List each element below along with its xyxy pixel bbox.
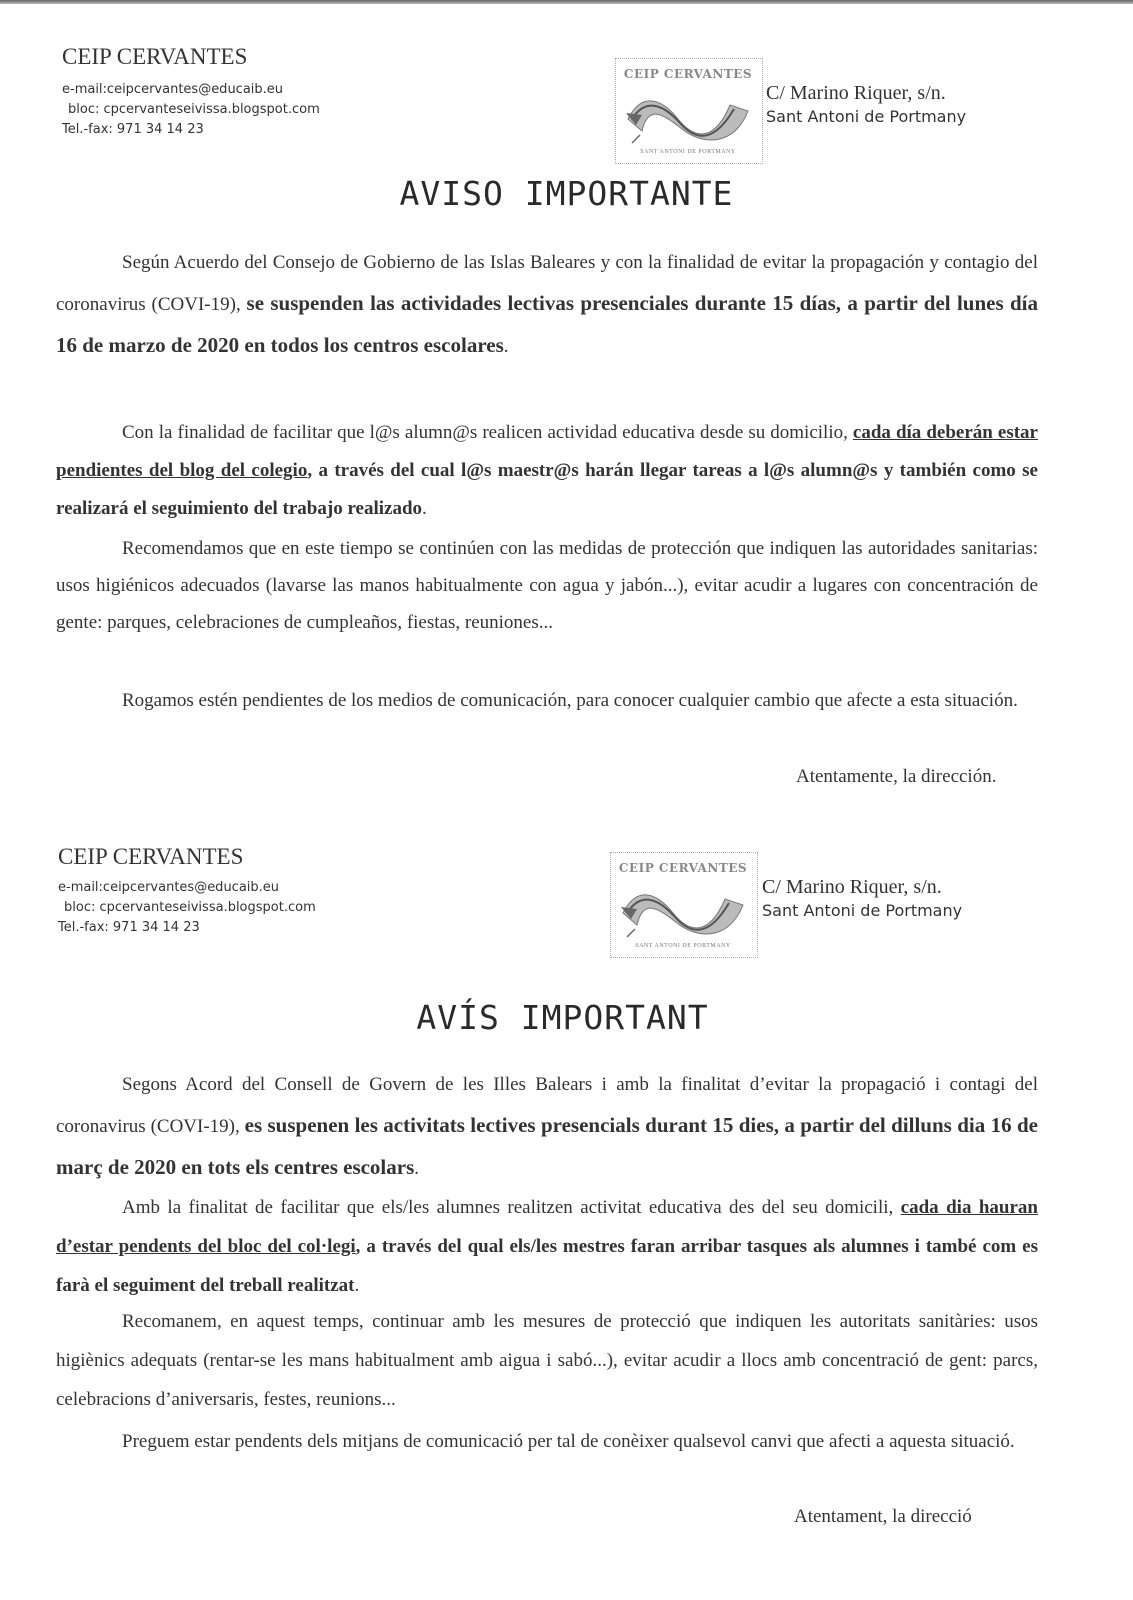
logo-text: CEIP CERVANTES: [623, 67, 753, 81]
p2-text: Con la finalidad de facilitar que l@s alumn@s realicen actividad educativa desde su domicilio,: [122, 422, 853, 443]
school-logo: [610, 852, 758, 958]
blog-line: bloc: cpcervanteseivissa.blogspot.com: [64, 900, 316, 915]
p1-bold-text: se suspenden las actividades lectivas presenciales durante 15 días, a partir del lunes día 16 de marzo de 2020 en todos los centros escolares: [56, 291, 1038, 357]
address-town: Sant Antoni de Portmany: [762, 901, 963, 920]
logo-subtext: SANT ANTONI DE PORTMANY: [640, 149, 736, 155]
logo-emblem-icon: [622, 85, 754, 147]
p2-bold-text: , a través del qual els/les mestres faran arribar tasques als alumnes i també com es farà el seguiment del treball realitzat: [56, 1236, 1038, 1296]
school-name: CEIP CERVANTES: [62, 44, 248, 69]
paragraph-1: [56, 1064, 1038, 1189]
p2-text: Amb la finalitat de facilitar que els/les alumnes realitzen activitat educativa des del seu domicili,: [122, 1197, 901, 1218]
p4-text: Rogamos estén pendientes de los medios de comunicación, para conocer cualquier cambio que afecte a esta situación.: [122, 690, 1018, 711]
p2-blog-notice: cada dia hauran d’estar pendents del bloc del col·legi: [56, 1197, 1038, 1257]
signature: Atentament, la direcció: [794, 1506, 972, 1527]
logo-subtext: SANT ANTONI DE PORTMANY: [635, 943, 731, 949]
p2-end: .: [354, 1275, 360, 1296]
paragraph-4: [56, 684, 1038, 717]
p2-bold-text: , a través del cual l@s maestr@s harán llegar tareas a l@s alumn@s y también como se realizará el seguimiento del trabajo realizado: [56, 460, 1038, 519]
address-block: [766, 80, 966, 128]
p3-text: Recomanem, en aquest temps, continuar amb les mesures de protecció que indiquen les autoritats sanitàries: usos higiènics adequats (rentar-se les mans habitualment amb aigua i sabó...), evitar acudir a llocs amb concentració de gent: parcs, celebracions d’aniversaris, festes, reunions...: [56, 1311, 1038, 1410]
notice-title: AVÍS IMPORTANT: [416, 998, 709, 1037]
email-line: e-mail:ceipcervantes@educaib.eu: [62, 82, 284, 97]
paragraph-3: [56, 530, 1038, 641]
paragraph-3: [56, 1302, 1038, 1419]
address-street: C/ Marino Riquer, s/n.: [762, 876, 942, 898]
logo-emblem-icon: [617, 879, 749, 941]
school-name: CEIP CERVANTES: [58, 844, 244, 869]
paragraph-1: [56, 242, 1038, 367]
p3-text: Recomendamos que en este tiempo se continúen con las medidas de protección que indiquen las autoridades sanitarias: usos higiénicos adecuados (lavarse las manos habitualmente con agua y jabón...), evitar acudir a lugares con concentración de gente: parques, celebraciones de cumpleaños, fiestas, reuniones...: [56, 538, 1038, 633]
p1-text: Segons Acord del Consell de Govern de les Illes Balears i amb la finalitat d’evitar la propagació i contagi del coronavirus (COVI-19),: [56, 1074, 1038, 1137]
contact-block: [62, 80, 320, 140]
p1-text: Según Acuerdo del Consejo de Gobierno de las Islas Baleares y con la finalidad de evitar la propagación y contagio del coronavirus (COVI-19),: [56, 252, 1038, 315]
p2-end: .: [422, 498, 427, 519]
paragraph-4: [56, 1424, 1038, 1460]
address-town: Sant Antoni de Portmany: [766, 107, 967, 126]
p1-end: .: [414, 1158, 420, 1179]
p2-blog-notice: cada día deberán estar pendientes del blog del colegio: [56, 422, 1038, 481]
notice-title: AVISO IMPORTANTE: [399, 174, 734, 213]
contact-block: [58, 878, 316, 938]
logo-text: CEIP CERVANTES: [618, 861, 748, 875]
signature: Atentamente, la dirección.: [796, 766, 997, 787]
blog-line: bloc: cpcervanteseivissa.blogspot.com: [68, 102, 320, 117]
address-street: C/ Marino Riquer, s/n.: [766, 82, 946, 104]
phone-line: Tel.-fax: 971 34 14 23: [62, 122, 204, 137]
scan-top-border: [0, 0, 1133, 4]
phone-line: Tel.-fax: 971 34 14 23: [58, 920, 200, 935]
p4-text: Preguem estar pendents dels mitjans de comunicació per tal de conèixer qualsevol canvi que afecti a aquesta situació.: [122, 1431, 1015, 1452]
address-block: [762, 874, 962, 922]
paragraph-2: [56, 414, 1038, 528]
paragraph-2: [56, 1188, 1038, 1305]
p1-end: .: [503, 336, 509, 357]
email-line: e-mail:ceipcervantes@educaib.eu: [58, 880, 280, 895]
school-logo: [615, 58, 763, 164]
p1-bold-text: es suspenen les activitats lectives presencials durant 15 dies, a partir del dilluns dia 16 de març de 2020 en tots els centres escolars: [56, 1113, 1038, 1179]
